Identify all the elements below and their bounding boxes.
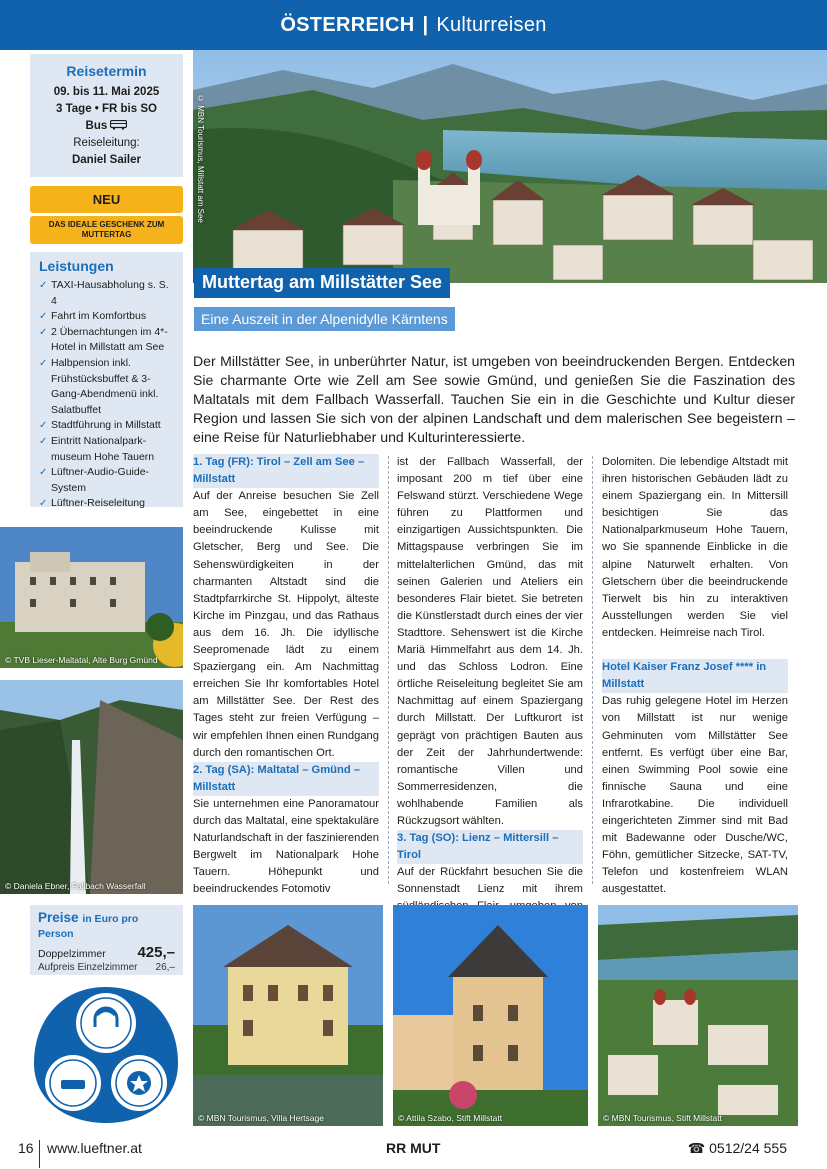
trip-code: RR MUT: [386, 1140, 441, 1156]
phone-line: [688, 1140, 787, 1157]
stift-photo-2-credit: © MBN Tourismus, Stift Millstatt: [603, 1113, 722, 1123]
single-room-label: Aufpreis Einzelzimmer: [38, 962, 138, 973]
day3-heading: 3. Tag (SO): Lienz – Mittersill – Tirol: [397, 830, 583, 864]
leistungen-box: [30, 252, 183, 510]
list-item: ✓ Fahrt im Komfortbus: [39, 309, 177, 325]
travel-days: 3 Tage • FR bis SO: [56, 103, 157, 115]
prices-heading: Preise: [38, 910, 79, 925]
hotel-text: Das ruhig gelegene Hotel im Herzen von Millstatt ist nur wenige Gehminuten vom Millstätter See entfernt. Es verfügt über eine Bar, einen Swimming Pool sowie eine finnische Sauna und eine Infrarotkabine. Die individuell eingerichteten Zimmer sind mit Bad mit Badewanne oder Dusche/WC, Föhn, gemütlicher Sitzecke, SAT-TV, Telefon und kostenfreiem WLAN ausgestattet.: [602, 695, 788, 896]
column-divider: [592, 456, 593, 884]
leistungen-title: Leistungen: [39, 258, 114, 274]
transport-line: [36, 118, 177, 135]
column-divider: [388, 456, 389, 884]
prices-subtitle: in Euro pro Person: [38, 913, 139, 940]
badges-graphic: [33, 983, 179, 1125]
page-subtitle: Eine Auszeit in der Alpenidylle Kärntens: [194, 307, 455, 331]
villa-photo-credit: © MBN Tourismus, Villa Hertsage: [198, 1113, 324, 1123]
column-day1: [193, 454, 379, 898]
prices-title: [38, 910, 175, 940]
list-item: ✓ Lüftner-Reiseleitung: [39, 496, 177, 512]
phone-number[interactable]: 0512/24 555: [709, 1140, 787, 1156]
price-row-double: [38, 944, 175, 961]
hotel-heading: Hotel Kaiser Franz Josef **** in Millstatt: [602, 659, 788, 693]
list-item: ✓ TAXI-Hausabholung s. S. 4: [39, 278, 177, 309]
column-day3: [602, 454, 788, 898]
hero-image: [193, 50, 827, 283]
stift-photo-1: [393, 905, 588, 1126]
stift-image-2: [598, 905, 798, 1126]
sidebar: [30, 54, 183, 510]
column-day2: [397, 454, 583, 950]
day1-text: Auf der Anreise besuchen Sie Zell am See, eingebettet in eine beeindruckende Kulisse mit Gletscher, Berg und See. Die Sehenswürdigkeiten in der charmanten Altstadt sind die Stadtpfarrkirche St. Hippolyt, älteste Kirche im Pinzgau, und das Rathaus aus dem 16. Jh. Die idyllische Seepromenade lädt zu einem Spaziergang ein. Am Nachmittag erreichen Sie Ihr komfortables Hotel am Millstätter See. Der Rest des Tages steht zur freien Verfügung – wir empfehlen Ihnen einen Rundgang durch den romantischen Ort.: [193, 490, 379, 759]
header-country: ÖSTERREICH: [280, 13, 415, 36]
page-number: 16: [18, 1140, 34, 1156]
waterfall-photo: [0, 680, 183, 894]
day3-text-part1: Auf der Rückfahrt besuchen Sie die Sonnenstadt Lienz mit ihrem: [397, 866, 583, 896]
day3-text-part2: Dolomiten. Die lebendige Altstadt mit ihren historischen Gebäuden lädt zu einem Spaziergang ein. In Mittersill besichtigen Sie das Nationalparkmuseum Hohe Tauern, wo Sie spannende Einblicke in die alpine Naturwelt erhalten. Von Gletschern über die beeindruckende Tierwelt bis hin zu interaktiven Ausstellungen werden Sie viel entdecken. Heimreise nach Tirol.: [602, 456, 788, 639]
list-item: ✓ Lüftner-Audio-Guide-System: [39, 465, 177, 496]
list-item: ✓ Stadtführung in Millstatt: [39, 418, 177, 434]
waterfall-photo-credit: © Daniela Ebner, Fallbach Wasserfall: [5, 881, 146, 891]
page-title: Muttertag am Millstätter See: [194, 268, 450, 298]
reisetermin-box: [30, 54, 183, 177]
day2-heading: 2. Tag (SA): Maltatal – Gmünd – Millstatt: [193, 762, 379, 796]
travel-dates: 09. bis 11. Mai 2025: [53, 86, 160, 98]
double-room-price: 425,–: [137, 944, 175, 961]
day1-heading: 1. Tag (FR): Tirol – Zell am See – Millstatt: [193, 454, 379, 488]
geschenk-badge: DAS IDEALE GESCHENK ZUM MUTTERTAG: [30, 216, 183, 244]
service-badges: [33, 983, 179, 1125]
hero-photo-credit: © MBN Tourismus, Millstatt am See: [196, 94, 205, 223]
phone-icon: ☎: [687, 1140, 706, 1156]
stift-image-1: [393, 905, 588, 1126]
audio-guide-badge: [76, 993, 136, 1053]
stift-photo-1-credit: © Attila Szabo, Stift Millstatt: [398, 1113, 503, 1123]
price-row-single: [38, 962, 175, 973]
day2-text-part1: Sie unternehmen eine Panoramatour durch das Maltatal, eine spektakuläre Naturlandschaft in der faszinierenden Bergwelt im Nationalpark Hohe Tauern. Höhepunkt und beeindruckendes Fotomotiv: [193, 797, 379, 896]
header-category: Kulturreisen: [436, 13, 547, 36]
burg-photo: [0, 527, 183, 668]
page-header: [0, 0, 827, 50]
bus-icon: [110, 120, 127, 130]
stift-photo-2: [598, 905, 798, 1126]
footer-divider: [39, 1140, 40, 1168]
double-room-label: Doppelzimmer: [38, 948, 106, 960]
burg-image: [0, 527, 183, 668]
single-room-price: 26,–: [155, 962, 175, 973]
leistungen-list: [39, 278, 177, 512]
transport-label: Bus: [85, 120, 108, 132]
day2-text-part2: ist der Fallbach Wasserfall, der imposant 200 m tief über eine Felswand stürzt. Verschiedene Wege führen zu Plattformen und einzigartigen Aussichtspunkten. Die Mittagspause verbringen Sie im mittelalterlichen Gmünd, das mit seinen Galerien und Ateliers ein besonderes Flair bietet. Sie betreten die Künstlerstadt durch eines der vier Stadttore. Sehenswert ist die Kirche Mariä Himmelfahrt aus dem 14. Jh. und das Schloss Lodron. Eine örtliche Reiseleitung begleitet Sie am Nachmittag auf einem Spaziergang durch Millstatt. Der Luftkurort ist geprägt von prächtigen Bauten aus der Zeit der Jahrhundertwende: romantische Villen und Sommerresidenzen, die wohlhabende Familien als Rückzugsort wählten.: [397, 456, 583, 827]
villa-image: [193, 905, 383, 1126]
burg-photo-credit: © TVB Lieser-Maltatal, Alte Burg Gmünd: [5, 655, 158, 665]
list-item: ✓ Eintritt Nationalpark-museum Hohe Tauern: [39, 434, 177, 465]
list-item: ✓ Halbpension inkl. Frühstücksbuffet & 3-Gang-Abendmenü inkl. Salatbuffet: [39, 356, 177, 418]
reisetermin-title: Reisetermin: [66, 63, 147, 79]
waterfall-image: [0, 680, 183, 894]
reiseleitung-label: Reiseleitung:: [73, 137, 140, 149]
villa-photo: [193, 905, 383, 1126]
list-item: ✓ 2 Übernachtungen im 4*-Hotel in Millstatt am See: [39, 325, 177, 356]
website-link[interactable]: www.lueftner.at: [47, 1140, 142, 1156]
intro-text: Der Millstätter See, in unberührter Natur, ist umgeben von beeindruckenden Bergen. Entdecken Sie charmante Orte wie Zell am See sowie Gmünd, und genießen Sie die Faszination des Maltatals mit dem Fallbach Wasserfall. Tauchen Sie ein in die Geschichte und Kultur dieser Region und lassen Sie sich von der alpinen Landschaft und dem malerischen See begeistern – eine Reise für Naturliebhaber und Kulturinteressierte.: [193, 353, 795, 445]
prices-box: [30, 905, 183, 975]
hero-photo: [193, 50, 827, 283]
neu-badge: NEU: [30, 186, 183, 213]
page-footer: [0, 1136, 827, 1169]
car-icon: [61, 1080, 85, 1089]
reiseleitung-name: Daniel Sailer: [71, 154, 142, 166]
header-separator: |: [422, 13, 429, 36]
